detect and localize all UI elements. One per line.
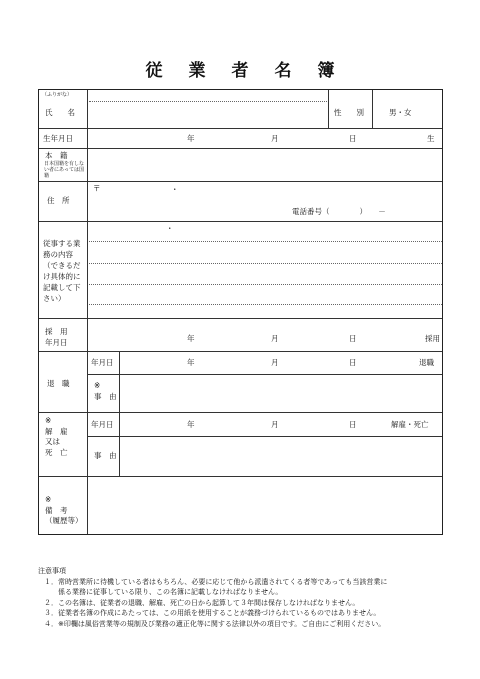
sex-label: 性 別 xyxy=(334,108,364,117)
domicile-label: 本 籍 xyxy=(45,151,68,160)
notes-heading: 注意事項 xyxy=(38,567,66,575)
form-title: 従業者名簿 xyxy=(145,61,361,81)
notes-section xyxy=(38,566,458,629)
duties-bullet: ・ xyxy=(166,224,174,233)
retire-reason-label: ※ 事 由 xyxy=(94,381,117,401)
postal-separator: ・ xyxy=(171,185,179,194)
retire-label: 退 職 xyxy=(47,379,70,388)
birth-year-unit: 年 xyxy=(187,134,195,143)
retire-year-unit: 年 xyxy=(187,358,195,367)
note-item: １．常時営業所に待機している者はもちろん、必要に応じて他から派遣されてくる者等であっても当該営業に xyxy=(44,577,388,586)
remarks-label: ※ 備 考 （履歴等） xyxy=(45,495,83,525)
dismissal-year-unit: 年 xyxy=(187,420,195,429)
hire-month-unit: 月 xyxy=(271,334,279,343)
duties-label: 従事する業務の内容（できるだけ具体的に記載して下さい） xyxy=(43,239,81,303)
retire-day-unit: 日 xyxy=(349,358,357,367)
name-field[interactable] xyxy=(93,106,327,126)
birth-day-unit: 日 xyxy=(349,134,357,143)
note-item: 係る業務に従事している限り、この名簿に記載しなければなりません。 xyxy=(44,588,283,596)
hire-year-unit: 年 xyxy=(187,334,195,343)
phone-label: 電話番号（ ） － xyxy=(292,207,386,216)
note-item: ３．従業者名簿の作成にあたっては、この用紙を使用することが義務づけられているものではありません。 xyxy=(44,609,381,617)
dismissal-day-unit: 日 xyxy=(349,420,357,429)
hire-date-label: 採 用 年月日 xyxy=(45,327,68,347)
retire-date-label: 年月日 xyxy=(91,358,114,367)
dismissal-month-unit: 月 xyxy=(271,420,279,429)
note-item: ２．この名簿は、従業者の退職、解雇、死亡の日から起算して３年間は保存しなければなりません。 xyxy=(44,598,360,607)
dismissal-label: ※ 解 雇 又は 死 亡 xyxy=(45,416,68,457)
furigana-label: （ふりがな） xyxy=(42,92,73,98)
address-label: 住 所 xyxy=(47,196,70,205)
dismissal-suffix: 解雇・死亡 xyxy=(391,420,429,429)
retire-suffix: 退職 xyxy=(419,358,434,367)
retire-month-unit: 月 xyxy=(271,358,279,367)
birthdate-label: 生年月日 xyxy=(43,134,73,143)
sex-options[interactable]: 男・女 xyxy=(389,108,412,117)
birth-suffix: 生 xyxy=(427,134,435,143)
employee-register-form xyxy=(38,89,443,535)
note-item: ４．※印欄は風俗営業等の規制及び業務の適正化等に関する法律以外の項目です。ご自由にご利用ください。 xyxy=(44,619,386,628)
dismissal-date-label: 年月日 xyxy=(91,420,114,429)
hire-suffix: 採用 xyxy=(425,334,440,343)
name-label: 氏 名 xyxy=(45,108,75,117)
domicile-note: 日本国籍を有しない者にあっては国籍 xyxy=(44,161,85,179)
postal-mark: 〒 xyxy=(93,184,101,193)
birth-month-unit: 月 xyxy=(271,134,279,143)
hire-day-unit: 日 xyxy=(349,334,357,343)
dismissal-reason-label: 事 由 xyxy=(94,451,117,460)
